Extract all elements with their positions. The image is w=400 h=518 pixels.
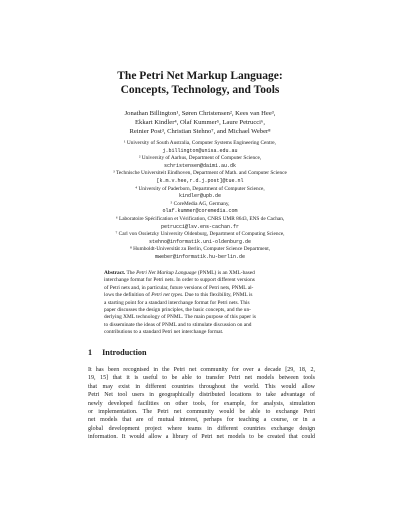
affiliation-3 bbox=[0, 170, 400, 185]
affiliation-text: ⁵ CoreMedia AG, Germany, bbox=[170, 200, 230, 207]
affiliation-email: petrucci@lsv.ens-cachan.fr bbox=[160, 223, 239, 230]
abstract-line: derlying XML technology of PNML. The main purpose of this paper is bbox=[104, 314, 256, 321]
abstract-label: Abstract. bbox=[104, 270, 126, 276]
affiliation-7 bbox=[0, 231, 400, 246]
italic-term: Petri Net Markup Language bbox=[136, 270, 197, 276]
abstract-line: paper discusses the design principles, the basic concepts, and the un- bbox=[104, 307, 251, 314]
affiliation-email: [k.m.v.hee,r.d.j.post]@tue.nl bbox=[156, 177, 244, 184]
affiliation-4 bbox=[0, 186, 400, 201]
affiliation-8 bbox=[0, 246, 400, 261]
abstract-line: to disseminate the ideas of PNML and to stimulate discussion on and bbox=[104, 321, 252, 328]
body-line: 19, 15] that it is useful to be able to transfer Petri net models between tools bbox=[88, 375, 315, 382]
affiliation-email: schristensen@daimi.au.dk bbox=[163, 162, 236, 169]
section-heading bbox=[88, 348, 147, 357]
affiliation-email: mweber@informatik.hu-berlin.de bbox=[154, 253, 245, 260]
affiliation-text: ⁷ Carl von Ossietzky University Oldenburg, Department of Computing Science, bbox=[115, 231, 285, 238]
body-line: or implementation. The Petri net community would be able to exchange Petri bbox=[88, 409, 315, 416]
body-line: newly developed facilities on other tools, for example, for analysis, simulation bbox=[88, 400, 315, 407]
affiliation-text: ⁶ Laboratoire Spécification et Vérification, CNRS UMR 8643, ENS de Cachan, bbox=[115, 215, 285, 222]
body-line: Petri Net tool users in geographically distributed locations to take advantage of bbox=[88, 392, 315, 399]
affiliation-text: ² University of Aarhus, Department of Computer Science, bbox=[138, 155, 262, 162]
affiliation-6 bbox=[0, 216, 400, 231]
affiliation-text: ⁴ University of Paderborn, Department of Computer Science, bbox=[135, 185, 265, 192]
abstract-line: contributions to a standard Petri net interchange format. bbox=[104, 329, 224, 336]
affiliation-email: olaf.kummer@coremedia.com bbox=[162, 208, 238, 215]
affiliation-email: kindler@upb.de bbox=[178, 193, 221, 200]
body-line: that may exist in different countries throughout the world. This would allow bbox=[88, 383, 315, 390]
author-list bbox=[0, 109, 400, 136]
abstract-line-text: The Petri Net Markup Language (PNML) is an XML-based bbox=[126, 270, 255, 276]
affiliation-text: ¹ University of South Australia, Computer Systems Engineering Centre, bbox=[124, 140, 276, 146]
abstract-line: lows the definition of Petri net types. Due to this flexibility, PNML is bbox=[104, 292, 253, 299]
introduction-body bbox=[88, 366, 315, 442]
italic-term: Petri net types bbox=[151, 292, 183, 299]
section-title: Introduction bbox=[102, 348, 147, 357]
section-number: 1 bbox=[88, 348, 93, 357]
authors-line-3: Reinier Post³, Christian Stehno⁷, and Michael Weber⁸ bbox=[129, 128, 271, 135]
title-line-1: The Petri Net Markup Language: bbox=[117, 70, 283, 82]
body-line: net models that are of mutual interest, perhaps for teaching a course, or in a bbox=[88, 417, 315, 424]
body-line: It has been recognised in the Petri net community for over a decade [29, 18, 2, bbox=[88, 367, 315, 373]
authors-line-2: Ekkart Kindler⁴, Olaf Kummer⁵, Laure Petrucci⁶, bbox=[135, 119, 265, 126]
body-line: global development project where teams in different countries exchange design bbox=[88, 425, 315, 432]
authors-line-1: Jonathan Billington¹, Søren Christensen², Kees van Hee³, bbox=[124, 110, 276, 117]
title-line-2: Concepts, Technology, and Tools bbox=[120, 84, 280, 96]
body-line: information. It would allow a library of Petri net models to be created that could bbox=[88, 434, 315, 441]
affiliation-email: stehno@informatik.uni-oldenburg.de bbox=[148, 238, 252, 245]
affiliation-text: ³ Technische Universiteit Eindhoven, Department of Math. and Computer Science bbox=[113, 170, 287, 177]
abstract-line: of Petri nets and, in particular, future versions of Petri nets, PNML al- bbox=[104, 284, 254, 291]
affiliation-2 bbox=[0, 155, 400, 170]
abstract-line: a starting point for a standard interchange format for Petri nets. This bbox=[104, 299, 250, 306]
abstract-line: interchange format for Petri nets. In order to support different versions bbox=[104, 277, 255, 284]
affiliation-email: j.billington@unisa.edu.au bbox=[162, 147, 238, 154]
affiliation-list bbox=[0, 140, 400, 262]
affiliation-text: ⁸ Humboldt-Universität zu Berlin, Computer Science Department, bbox=[129, 246, 271, 253]
affiliation-1 bbox=[0, 140, 400, 155]
abstract bbox=[104, 270, 298, 337]
paper-title bbox=[0, 69, 400, 97]
affiliation-5 bbox=[0, 201, 400, 216]
